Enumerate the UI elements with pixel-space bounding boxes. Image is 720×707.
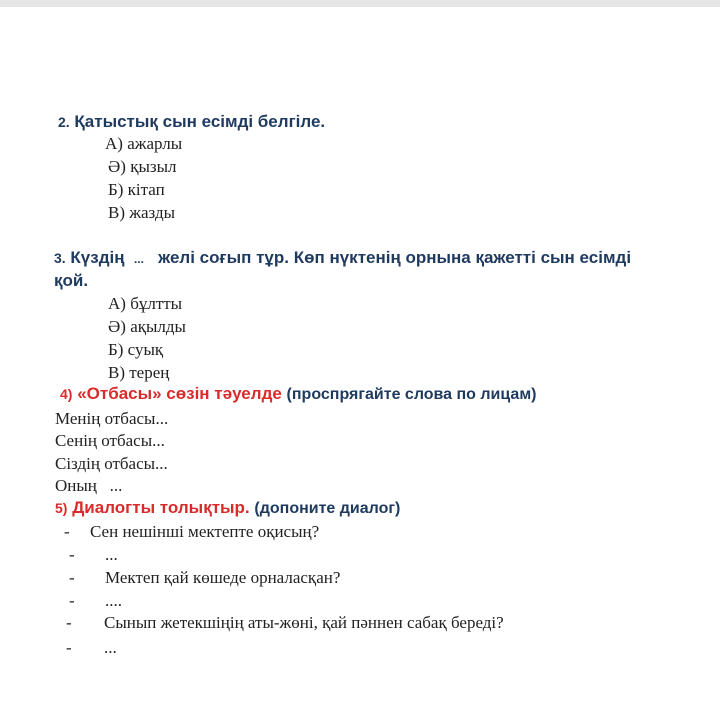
dialog-dash: - [66, 638, 72, 657]
dialog-dash: - [69, 568, 75, 587]
question-5-number: 5) [55, 500, 68, 516]
dialog-dash: - [66, 613, 72, 632]
dialog-line-3: Мектеп қай көшеде орналасқан? [105, 568, 341, 587]
question-5-text-red: Диалогты толықтыр. [72, 498, 250, 517]
dialog-dash: - [69, 545, 75, 564]
top-bar [0, 0, 720, 7]
q2-option-b: Б) кітап [108, 180, 165, 199]
dialog-line-2: ... [105, 545, 118, 564]
q4-line-2: Сенің отбасы... [55, 431, 165, 450]
q3-option-v: В) терең [108, 363, 170, 382]
dialog-dash: - [64, 522, 70, 541]
dialog-line-6: ... [104, 638, 117, 657]
q4-line-1: Менің отбасы... [55, 409, 169, 428]
dialog-dash: - [69, 591, 75, 610]
question-5-title [55, 497, 400, 520]
q3-option-ae: Ә) ақылды [108, 317, 186, 336]
q2-option-a: А) ажарлы [105, 134, 183, 153]
question-3-text-part2: желі соғып тұр. Көп нүктенің орнына қажетті сын есімді [158, 248, 632, 267]
dialog-line-4: .... [105, 591, 122, 610]
question-5-text-dark: (допоните диалог) [254, 500, 401, 517]
question-2-text: Қатыстық сын есімді белгіле. [74, 112, 326, 131]
question-3-number: 3. [54, 250, 66, 266]
dialog-line-1: Сен нешінші мектепте оқисың? [90, 522, 320, 541]
question-4-text-red: «Отбасы» сөзін тәуелде [77, 384, 282, 403]
question-4-text-dark: (проспрягайте слова по лицам) [286, 386, 537, 403]
q4-line-3: Сіздің отбасы... [55, 454, 168, 473]
q2-option-v: В) жазды [108, 203, 176, 222]
question-3-title [54, 247, 704, 270]
question-2-number: 2. [58, 114, 70, 130]
question-4-title [60, 383, 536, 406]
q3-option-a: А) бұлтты [108, 294, 183, 313]
question-2-title [58, 111, 325, 133]
question-3-line2: қой. [54, 271, 89, 290]
q3-option-b: Б) суық [108, 340, 164, 359]
question-3-text-part1: Күздің [70, 248, 125, 267]
q2-option-ae: Ә) қызыл [108, 157, 177, 176]
question-3-blank: ... [133, 252, 144, 266]
q4-line-4: Оның ... [55, 476, 123, 495]
dialog-line-5: Сынып жетекшіңің аты-жөні, қай пәннен сабақ береді? [104, 613, 504, 632]
question-4-number: 4) [60, 386, 73, 402]
